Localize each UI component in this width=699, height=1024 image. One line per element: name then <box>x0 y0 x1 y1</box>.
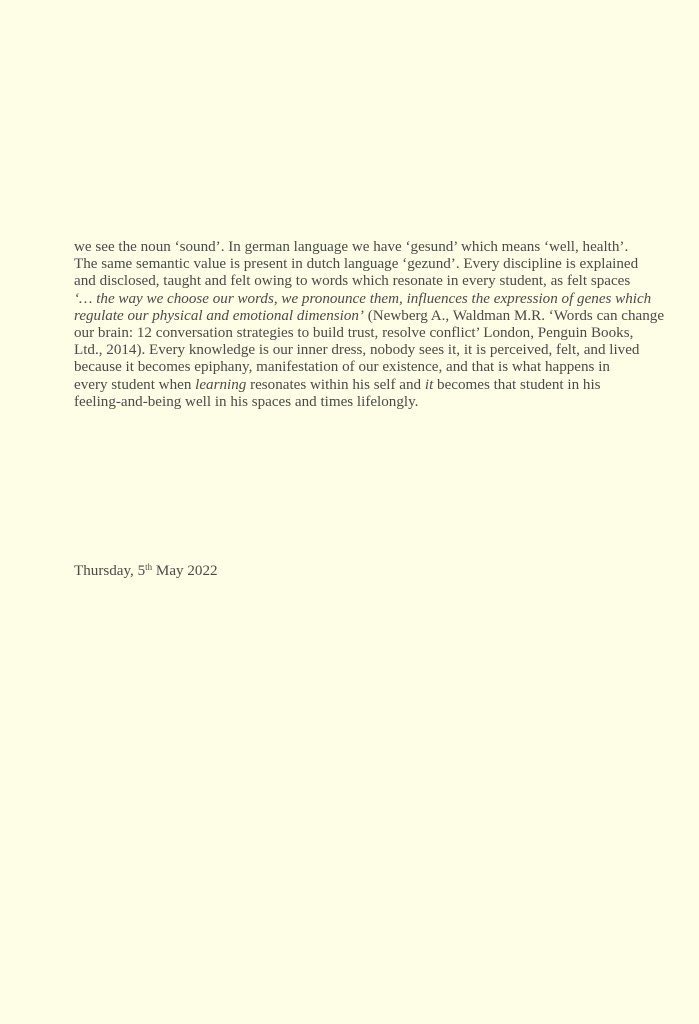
date-line <box>74 563 218 580</box>
body-paragraph <box>74 239 665 411</box>
quotation-line: ‘… the way we choose our words, we pronounce them, influences the expression of genes which <box>74 290 652 307</box>
paragraph-line: The same semantic value is present in dutch language ‘gezund’. Every discipline is explained <box>74 256 639 273</box>
paragraph-line: we see the noun ‘sound’. In german language we have ‘gesund’ which means ‘well, health’. <box>74 239 629 255</box>
date-month-year: May 2022 <box>152 563 218 579</box>
citation-start: (Newberg A., Waldman M.R. ‘Words can change <box>363 307 665 324</box>
emphasis-it: it <box>424 376 434 393</box>
paragraph-line <box>74 307 665 325</box>
paragraph-line: Ltd., 2014). Every knowledge is our inner dress, nobody sees it, it is perceived, felt, and lived <box>74 342 640 359</box>
text-segment: resonates within his self and <box>246 376 425 393</box>
text-segment: becomes that student in his <box>433 376 601 393</box>
quotation-end: regulate our physical and emotional dimension’ <box>74 307 364 324</box>
date-weekday: Thursday, 5 <box>74 563 146 579</box>
paragraph-line <box>74 377 646 394</box>
paragraph-line: feeling-and-being well in his spaces and times lifelongly. <box>74 393 419 410</box>
text-segment: every student when <box>74 376 196 393</box>
paragraph-line: because it becomes epiphany, manifestation of our existence, and that is what happens in <box>74 359 610 376</box>
date-ordinal: th <box>145 562 153 572</box>
paragraph-line: and disclosed, taught and felt owing to words which resonate in every student, as felt spaces <box>74 273 631 290</box>
emphasis-learning: learning <box>195 376 247 393</box>
paragraph-line: our brain: 12 conversation strategies to build trust, resolve conflict’ London, Penguin Books, <box>74 325 634 342</box>
